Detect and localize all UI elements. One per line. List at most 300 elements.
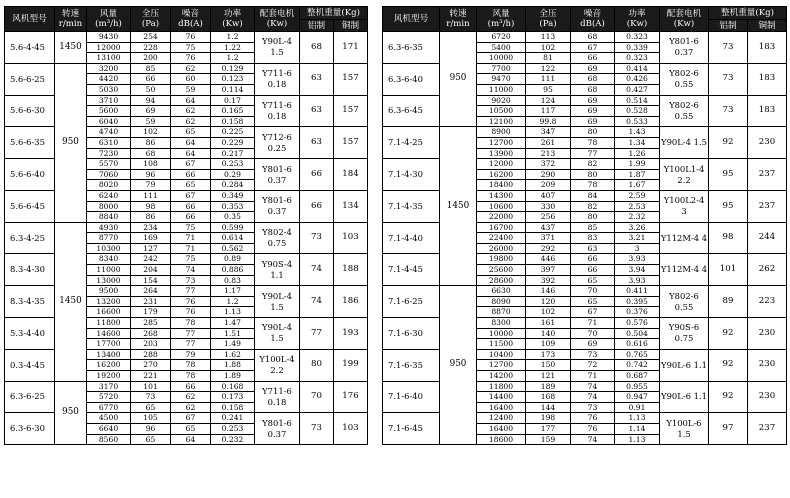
noise-cell: 62 [171, 392, 211, 403]
flow-cell: 16400 [477, 402, 526, 413]
pressure-cell: 372 [526, 159, 571, 170]
weight-al-cell: 89 [709, 286, 748, 318]
noise-cell: 65 [571, 275, 615, 286]
flow-cell: 8300 [477, 318, 526, 329]
power-cell: 0.129 [211, 63, 255, 74]
pressure-cell: 124 [526, 95, 571, 106]
flow-cell: 13200 [87, 296, 131, 307]
noise-cell: 76 [571, 423, 615, 434]
pressure-cell: 86 [131, 212, 171, 223]
pressure-cell: 81 [526, 53, 571, 64]
noise-cell: 74 [571, 381, 615, 392]
weight-cu-cell: 186 [334, 286, 368, 318]
pressure-cell: 264 [131, 286, 171, 297]
pressure-cell: 371 [526, 233, 571, 244]
weight-al-cell: 73 [709, 32, 748, 64]
power-cell: 1.13 [615, 434, 660, 445]
power-cell: 0.241 [211, 413, 255, 424]
power-cell: 0.165 [211, 106, 255, 117]
fan-model-cell: 7.1-4-45 [383, 254, 440, 286]
weight-cu-cell: 157 [334, 127, 368, 159]
fan-model-cell: 5.6-6-25 [5, 63, 55, 95]
pressure-cell: 79 [131, 180, 171, 191]
power-cell: 0.158 [211, 116, 255, 127]
noise-cell: 78 [171, 360, 211, 371]
flow-cell: 7700 [477, 63, 526, 74]
flow-cell: 22400 [477, 233, 526, 244]
flow-cell: 25600 [477, 265, 526, 276]
weight-cu-cell: 157 [334, 63, 368, 95]
power-cell: 0.123 [211, 74, 255, 85]
power-cell: 0.742 [615, 360, 660, 371]
pressure-cell: 111 [131, 190, 171, 201]
flow-cell: 17700 [87, 339, 131, 350]
power-cell: 1.43 [615, 127, 660, 138]
flow-cell: 8770 [87, 233, 131, 244]
flow-cell: 12700 [477, 137, 526, 148]
pressure-cell: 254 [131, 32, 171, 43]
power-cell: 1.17 [211, 286, 255, 297]
fan-model-cell: 8.3-4-30 [5, 254, 55, 286]
noise-cell: 70 [571, 286, 615, 297]
header-speed: 转速 r/min [55, 7, 87, 32]
flow-cell: 12700 [477, 360, 526, 371]
flow-cell: 28600 [477, 275, 526, 286]
right-spec-table [382, 6, 787, 445]
motor-cell: Y802-4 0.75 [255, 222, 300, 254]
flow-cell: 14600 [87, 328, 131, 339]
flow-cell: 8020 [87, 180, 131, 191]
noise-cell: 66 [171, 381, 211, 392]
noise-cell: 69 [571, 106, 615, 117]
pressure-cell: 397 [526, 265, 571, 276]
pressure-cell: 209 [526, 180, 571, 191]
flow-cell: 12100 [477, 116, 526, 127]
power-cell: 0.426 [615, 74, 660, 85]
weight-al-cell: 92 [709, 381, 748, 413]
pressure-cell: 213 [526, 148, 571, 159]
fan-model-cell: 7.1-6-30 [383, 318, 440, 350]
power-cell: 0.616 [615, 339, 660, 350]
flow-cell: 10000 [477, 328, 526, 339]
flow-cell: 4740 [87, 127, 131, 138]
pressure-cell: 65 [131, 434, 171, 445]
header-motor: 配套电机 (Kw) [255, 7, 300, 32]
fan-model-cell: 6.3-4-25 [5, 222, 55, 254]
weight-cu-cell: 183 [748, 95, 787, 127]
header-pressure: 全压 (Pa) [131, 7, 171, 32]
flow-cell: 8840 [87, 212, 131, 223]
noise-cell: 71 [171, 233, 211, 244]
power-cell: 0.562 [211, 243, 255, 254]
weight-al-cell: 73 [300, 222, 334, 254]
motor-cell: Y712-6 0.25 [255, 127, 300, 159]
weight-al-cell: 73 [300, 413, 334, 445]
noise-cell: 65 [171, 127, 211, 138]
noise-cell: 76 [171, 307, 211, 318]
pressure-cell: 102 [526, 307, 571, 318]
fan-model-cell: 6.3-6-45 [383, 95, 440, 127]
fan-model-cell: 5.6-6-40 [5, 159, 55, 191]
weight-al-cell: 66 [300, 159, 334, 191]
noise-cell: 65 [571, 296, 615, 307]
flow-cell: 6040 [87, 116, 131, 127]
pressure-cell: 65 [131, 402, 171, 413]
weight-al-cell: 95 [709, 190, 748, 222]
weight-cu-cell: 230 [748, 318, 787, 350]
header-weight: 整机重量(Kg) [300, 7, 368, 20]
noise-cell: 78 [171, 318, 211, 329]
weight-al-cell: 73 [709, 63, 748, 95]
noise-cell: 67 [571, 42, 615, 53]
header-speed: 转速 r/min [440, 7, 477, 32]
pressure-cell: 179 [131, 307, 171, 318]
pressure-cell: 288 [131, 349, 171, 360]
flow-cell: 8900 [477, 127, 526, 138]
header-weight-al: 铝制 [709, 20, 748, 32]
weight-al-cell: 74 [300, 254, 334, 286]
power-cell: 1.47 [211, 318, 255, 329]
motor-cell: Y802-6 0.55 [660, 63, 709, 95]
power-cell: 1.22 [211, 42, 255, 53]
weight-cu-cell: 237 [748, 159, 787, 191]
power-cell: 0.376 [615, 307, 660, 318]
motor-cell: Y100L2-4 3 [660, 190, 709, 222]
power-cell: 1.34 [615, 137, 660, 148]
flow-cell: 18600 [477, 434, 526, 445]
noise-cell: 69 [571, 95, 615, 106]
speed-cell: 950 [440, 286, 477, 445]
flow-cell: 8340 [87, 254, 131, 265]
noise-cell: 69 [571, 116, 615, 127]
pressure-cell: 109 [526, 339, 571, 350]
header-weight: 整机重量(Kg) [709, 7, 787, 20]
noise-cell: 62 [171, 63, 211, 74]
pressure-cell: 120 [526, 296, 571, 307]
noise-cell: 66 [571, 265, 615, 276]
noise-cell: 62 [171, 402, 211, 413]
pressure-cell: 50 [131, 84, 171, 95]
noise-cell: 68 [571, 74, 615, 85]
power-cell: 0.395 [615, 296, 660, 307]
noise-cell: 77 [171, 339, 211, 350]
noise-cell: 74 [571, 392, 615, 403]
noise-cell: 65 [171, 180, 211, 191]
pressure-cell: 146 [526, 286, 571, 297]
noise-cell: 76 [171, 53, 211, 64]
weight-al-cell: 63 [300, 63, 334, 95]
weight-cu-cell: 230 [748, 381, 787, 413]
flow-cell: 22000 [477, 212, 526, 223]
flow-cell: 10300 [87, 243, 131, 254]
fan-model-cell: 5.6-4-45 [5, 32, 55, 64]
speed-cell: 1450 [440, 127, 477, 286]
weight-al-cell: 68 [300, 32, 334, 64]
noise-cell: 84 [571, 190, 615, 201]
weight-cu-cell: 171 [334, 32, 368, 64]
power-cell: 1.62 [211, 349, 255, 360]
power-cell: 0.414 [615, 63, 660, 74]
noise-cell: 63 [571, 243, 615, 254]
noise-cell: 64 [171, 95, 211, 106]
flow-cell: 7060 [87, 169, 131, 180]
power-cell: 0.339 [615, 42, 660, 53]
table-row [383, 127, 787, 138]
power-cell: 0.323 [615, 32, 660, 43]
weight-al-cell: 92 [709, 318, 748, 350]
fan-model-cell: 5.3-4-40 [5, 318, 55, 350]
power-cell: 0.253 [211, 159, 255, 170]
fan-model-cell: 7.1-6-40 [383, 381, 440, 413]
power-cell: 0.284 [211, 180, 255, 191]
noise-cell: 59 [171, 84, 211, 95]
power-cell: 1.13 [615, 413, 660, 424]
flow-cell: 3710 [87, 95, 131, 106]
header-model: 风机型号 [383, 7, 440, 32]
pressure-cell: 292 [526, 243, 571, 254]
flow-cell: 5600 [87, 106, 131, 117]
power-cell: 0.614 [211, 233, 255, 244]
noise-cell: 67 [171, 190, 211, 201]
pressure-cell: 111 [526, 74, 571, 85]
power-cell: 1.14 [615, 423, 660, 434]
motor-cell: Y112M-4 4 [660, 222, 709, 254]
flow-cell: 5030 [87, 84, 131, 95]
power-cell: 0.411 [615, 286, 660, 297]
pressure-cell: 203 [131, 339, 171, 350]
flow-cell: 11800 [477, 381, 526, 392]
noise-cell: 79 [171, 349, 211, 360]
weight-cu-cell: 184 [334, 159, 368, 191]
header-noise: 噪音 dB(A) [571, 7, 615, 32]
pressure-cell: 231 [131, 296, 171, 307]
power-cell: 0.533 [615, 116, 660, 127]
motor-cell: Y90S-4 1.1 [255, 254, 300, 286]
power-cell: 0.427 [615, 84, 660, 95]
flow-cell: 12400 [477, 413, 526, 424]
pressure-cell: 256 [526, 212, 571, 223]
flow-cell: 8870 [477, 307, 526, 318]
weight-cu-cell: 237 [748, 413, 787, 445]
weight-cu-cell: 188 [334, 254, 368, 286]
noise-cell: 68 [571, 32, 615, 43]
motor-cell: Y90L-6 1.1 [660, 381, 709, 413]
power-cell: 0.886 [211, 265, 255, 276]
power-cell: 0.91 [615, 402, 660, 413]
motor-cell: Y90S-6 0.75 [660, 318, 709, 350]
power-cell: 0.83 [211, 275, 255, 286]
power-cell: 0.576 [615, 318, 660, 329]
fan-model-cell: 5.6-6-35 [5, 127, 55, 159]
power-cell: 0.253 [211, 423, 255, 434]
pressure-cell: 221 [131, 371, 171, 382]
noise-cell: 78 [171, 371, 211, 382]
pressure-cell: 85 [131, 63, 171, 74]
speed-cell: 950 [55, 381, 87, 445]
power-cell: 3.94 [615, 265, 660, 276]
flow-cell: 8000 [87, 201, 131, 212]
flow-cell: 3170 [87, 381, 131, 392]
flow-cell: 3200 [87, 63, 131, 74]
power-cell: 0.225 [211, 127, 255, 138]
flow-cell: 14300 [477, 190, 526, 201]
pressure-cell: 59 [131, 116, 171, 127]
table-row [5, 381, 368, 392]
pressure-cell: 200 [131, 53, 171, 64]
noise-cell: 82 [571, 201, 615, 212]
pressure-cell: 108 [131, 159, 171, 170]
weight-al-cell: 73 [709, 95, 748, 127]
fan-model-cell: 7.1-6-25 [383, 286, 440, 318]
flow-cell: 16600 [87, 307, 131, 318]
pressure-cell: 407 [526, 190, 571, 201]
pressure-cell: 113 [526, 32, 571, 43]
weight-cu-cell: 230 [748, 349, 787, 381]
power-cell: 1.26 [615, 148, 660, 159]
power-cell: 0.232 [211, 434, 255, 445]
flow-cell: 14400 [477, 392, 526, 403]
power-cell: 0.173 [211, 392, 255, 403]
flow-cell: 6720 [477, 32, 526, 43]
noise-cell: 80 [571, 212, 615, 223]
speed-cell: 1450 [55, 222, 87, 381]
noise-cell: 66 [171, 169, 211, 180]
flow-cell: 14200 [477, 371, 526, 382]
motor-cell: Y100L-4 2.2 [255, 349, 300, 381]
motor-cell: Y711-6 0.18 [255, 95, 300, 127]
power-cell: 0.353 [211, 201, 255, 212]
power-cell: 1.87 [615, 169, 660, 180]
pressure-cell: 98 [131, 201, 171, 212]
flow-cell: 12000 [87, 42, 131, 53]
power-cell: 0.599 [211, 222, 255, 233]
noise-cell: 76 [171, 296, 211, 307]
noise-cell: 76 [571, 413, 615, 424]
pressure-cell: 177 [526, 423, 571, 434]
fan-model-cell: 7.1-4-30 [383, 159, 440, 191]
power-cell: 1.2 [211, 296, 255, 307]
power-cell: 0.35 [211, 212, 255, 223]
speed-cell: 1450 [55, 32, 87, 64]
table-row [383, 32, 787, 43]
flow-cell: 5570 [87, 159, 131, 170]
table-row [383, 286, 787, 297]
pressure-cell: 268 [131, 328, 171, 339]
power-cell: 0.17 [211, 95, 255, 106]
power-cell: 3.21 [615, 233, 660, 244]
flow-cell: 13400 [87, 349, 131, 360]
power-cell: 0.687 [615, 371, 660, 382]
weight-al-cell: 66 [300, 190, 334, 222]
pressure-cell: 204 [131, 265, 171, 276]
flow-cell: 10400 [477, 349, 526, 360]
speed-cell: 950 [55, 63, 87, 222]
motor-cell: Y801-6 0.37 [255, 159, 300, 191]
noise-cell: 66 [571, 254, 615, 265]
flow-cell: 11500 [477, 339, 526, 350]
noise-cell: 78 [571, 180, 615, 191]
fan-model-cell: 6.3-6-40 [383, 63, 440, 95]
fan-model-cell: 7.1-4-25 [383, 127, 440, 159]
header-flow: 风量 (m³/h) [477, 7, 526, 32]
pressure-cell: 140 [526, 328, 571, 339]
noise-cell: 75 [171, 222, 211, 233]
motor-cell: Y801-6 0.37 [660, 32, 709, 64]
power-cell: 1.49 [211, 339, 255, 350]
noise-cell: 66 [171, 201, 211, 212]
power-cell: 0.29 [211, 169, 255, 180]
pressure-cell: 154 [131, 275, 171, 286]
pressure-cell: 228 [131, 42, 171, 53]
weight-cu-cell: 244 [748, 222, 787, 254]
noise-cell: 76 [171, 32, 211, 43]
noise-cell: 71 [571, 318, 615, 329]
left-spec-table [4, 6, 368, 445]
noise-cell: 77 [571, 148, 615, 159]
noise-cell: 69 [571, 63, 615, 74]
motor-cell: Y90L-4 1.5 [255, 286, 300, 318]
pressure-cell: 96 [131, 169, 171, 180]
flow-cell: 6630 [477, 286, 526, 297]
noise-cell: 80 [571, 127, 615, 138]
weight-cu-cell: 237 [748, 190, 787, 222]
power-cell: 3.93 [615, 275, 660, 286]
weight-al-cell: 74 [300, 286, 334, 318]
flow-cell: 26000 [477, 243, 526, 254]
weight-cu-cell: 183 [748, 63, 787, 95]
flow-cell: 16200 [477, 169, 526, 180]
weight-al-cell: 95 [709, 159, 748, 191]
flow-cell: 4420 [87, 74, 131, 85]
noise-cell: 83 [571, 233, 615, 244]
pressure-cell: 437 [526, 222, 571, 233]
fan-model-cell: 0.3-4-45 [5, 349, 55, 381]
pressure-cell: 169 [131, 233, 171, 244]
flow-cell: 16400 [477, 423, 526, 434]
power-cell: 0.168 [211, 381, 255, 392]
noise-cell: 62 [171, 106, 211, 117]
power-cell: 1.13 [211, 307, 255, 318]
motor-cell: Y802-6 0.55 [660, 95, 709, 127]
power-cell: 2.53 [615, 201, 660, 212]
pressure-cell: 290 [526, 169, 571, 180]
noise-cell: 85 [571, 222, 615, 233]
pressure-cell: 102 [526, 42, 571, 53]
flow-cell: 10600 [477, 201, 526, 212]
weight-cu-cell: 157 [334, 95, 368, 127]
header-model: 风机型号 [5, 7, 55, 32]
header-pressure: 全压 (Pa) [526, 7, 571, 32]
power-cell: 0.504 [615, 328, 660, 339]
weight-al-cell: 80 [300, 349, 334, 381]
flow-cell: 18400 [477, 180, 526, 191]
fan-model-cell: 7.1-6-35 [383, 349, 440, 381]
noise-cell: 74 [571, 434, 615, 445]
flow-cell: 7230 [87, 148, 131, 159]
pressure-cell: 96 [131, 423, 171, 434]
power-cell: 0.217 [211, 148, 255, 159]
noise-cell: 68 [571, 84, 615, 95]
noise-cell: 70 [571, 328, 615, 339]
header-noise: 噪音 dB(A) [171, 7, 211, 32]
weight-cu-cell: 262 [748, 254, 787, 286]
flow-cell: 8560 [87, 434, 131, 445]
flow-cell: 13000 [87, 275, 131, 286]
pressure-cell: 242 [131, 254, 171, 265]
motor-cell: Y100L-6 1.5 [660, 413, 709, 445]
fan-model-cell: 5.6-6-30 [5, 95, 55, 127]
noise-cell: 66 [171, 212, 211, 223]
